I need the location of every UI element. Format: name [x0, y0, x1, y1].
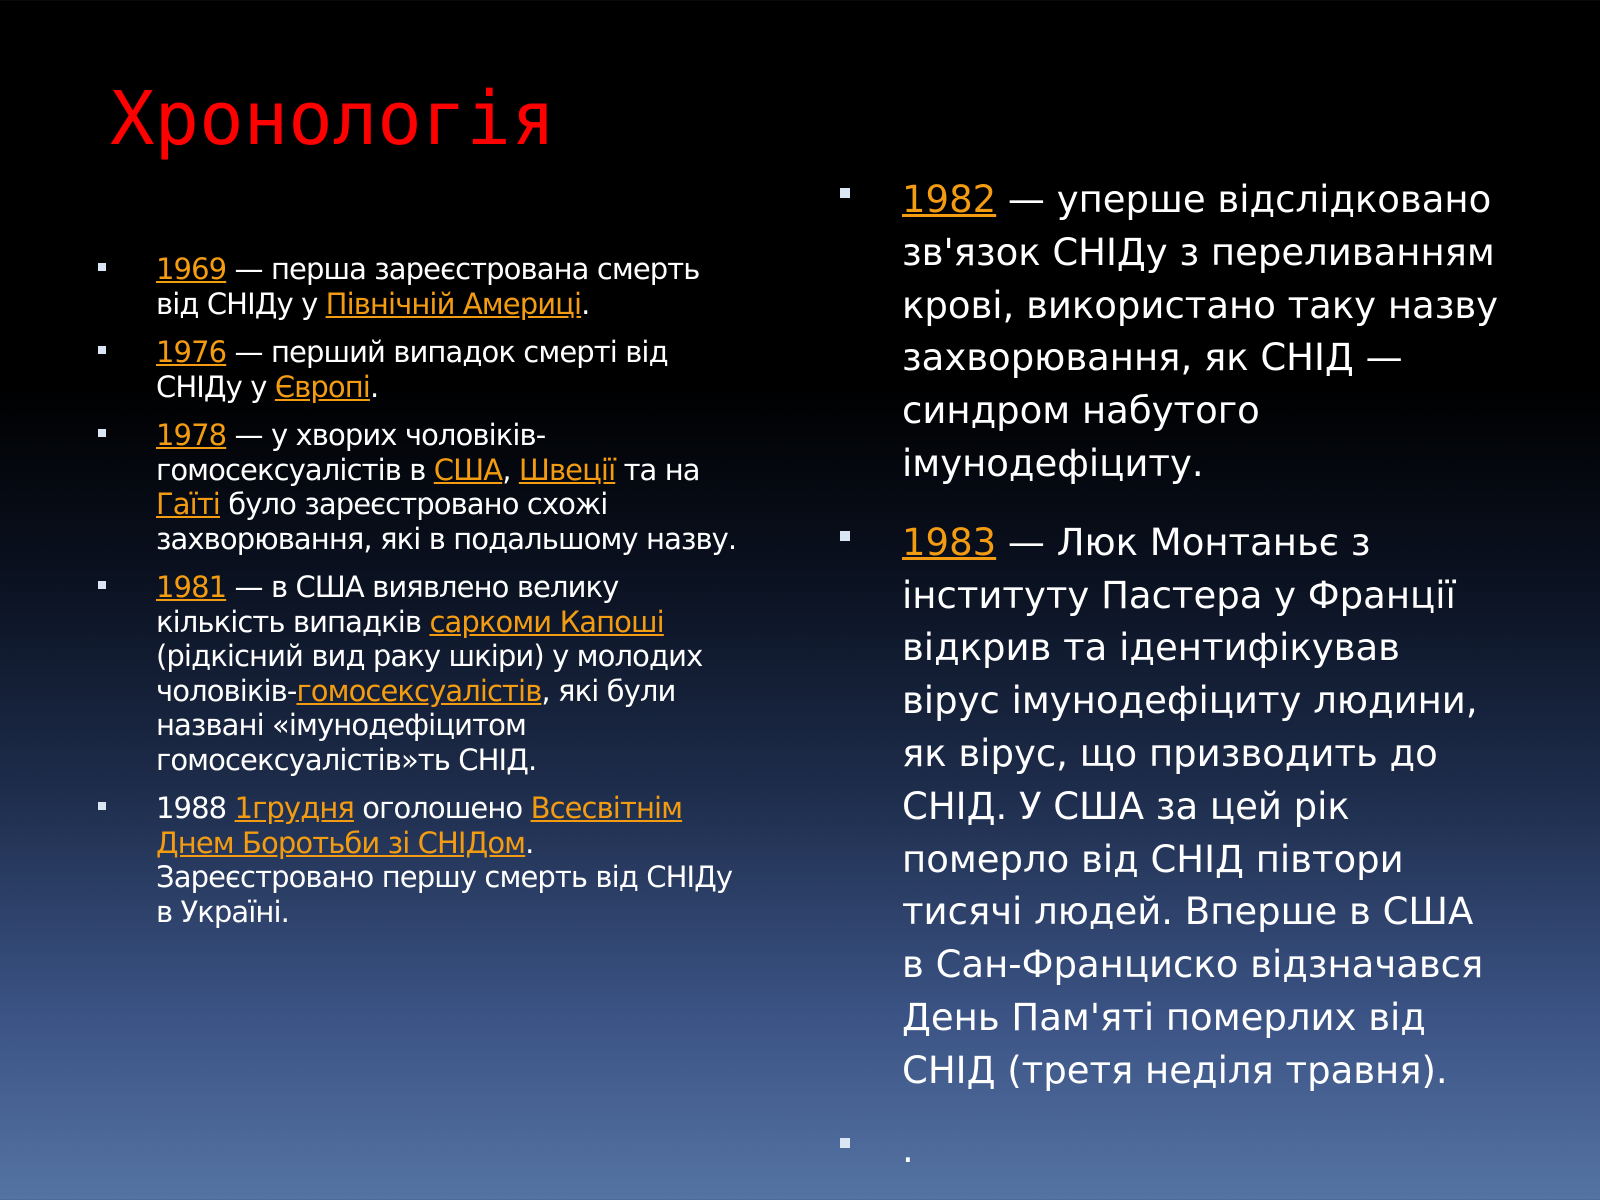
item-text: — перша зареєстрована смерть від СНІДу у: [156, 252, 700, 321]
item-text: — перший випадок смерті від СНІДу у: [156, 335, 668, 404]
square-bullet-icon: [98, 263, 106, 271]
item-text: — у хворих чоловіків-гомосексуалістів в: [156, 418, 546, 487]
timeline-list-right: [840, 174, 1500, 1200]
item-text: — в США виявлено велику кількість випадків: [156, 570, 619, 639]
link-europe[interactable]: Європі: [274, 369, 370, 404]
link-usa[interactable]: США: [433, 452, 503, 487]
link-homosexuals[interactable]: гомосексуалістів: [296, 673, 542, 708]
item-text: .: [902, 1127, 914, 1171]
item-text: (рідкісний вид раку шкіри) у молодих чоловіків-: [156, 639, 703, 708]
timeline-item-1981: [98, 570, 738, 777]
square-bullet-icon: [98, 581, 106, 589]
item-text: . Зареєстровано першу смерть від СНІДу в Україні.: [156, 825, 733, 929]
link-world-aids-day[interactable]: Всесвітнім Днем Боротьби зі СНІДом: [156, 791, 683, 860]
square-bullet-icon: [98, 802, 106, 810]
year-link-1982[interactable]: 1982: [902, 178, 997, 221]
timeline-item-empty: [840, 1124, 1500, 1177]
link-sweden[interactable]: Швеції: [518, 452, 616, 487]
timeline-list-left: [98, 252, 738, 943]
item-text: — Люк Монтаньє з інституту Пастера у Франції відкрив та ідентифікував вірус імунодефіциту людини, як вірус, що призводить до СНІД. У США за цей рік померло від СНІД півтори тисячі людей. Вперше в США в Сан-Франциско відзначався День Пам'яті померлих від СНІД (третя неділя травня).: [902, 520, 1484, 1092]
timeline-item-1969: [98, 252, 738, 321]
year-link-1976[interactable]: 1976: [156, 335, 227, 369]
square-bullet-icon: [98, 346, 106, 354]
link-december-1[interactable]: 1грудня: [234, 791, 354, 825]
item-text: .: [581, 286, 590, 321]
item-text: , які були названі «імунодефіцитом гомосексуалістів»ть СНІД.: [156, 673, 676, 777]
timeline-item-1978: [98, 418, 738, 556]
square-bullet-icon: [840, 188, 850, 198]
timeline-item-1983: [840, 517, 1500, 1098]
item-text: 1988: [156, 791, 235, 825]
link-kaposi-sarcoma[interactable]: саркоми Капоші: [429, 604, 664, 639]
square-bullet-icon: [840, 531, 850, 541]
item-text: та на: [615, 452, 700, 487]
year-link-1981[interactable]: 1981: [156, 570, 227, 604]
square-bullet-icon: [98, 429, 106, 437]
slide-title: Хронологія: [110, 76, 556, 162]
year-link-1983[interactable]: 1983: [902, 520, 997, 564]
link-north-america[interactable]: Північній Америці: [325, 286, 582, 321]
year-link-1978[interactable]: 1978: [156, 418, 227, 452]
link-haiti[interactable]: Гаїті: [156, 487, 220, 521]
year-link-1969[interactable]: 1969: [156, 252, 227, 286]
item-text: ,: [502, 452, 519, 487]
timeline-item-1988: [98, 791, 738, 929]
timeline-item-1976: [98, 335, 738, 404]
item-text: — уперше відслідковано зв'язок СНІДу з переливанням крові, використано таку назву захворювання, як СНІД — синдром набутого імунодефіциту.: [902, 178, 1499, 485]
item-text: .: [369, 369, 379, 404]
item-text: було зареєстровано схожі захворювання, які в подальшому назву.: [156, 487, 737, 556]
timeline-item-1982: [840, 174, 1500, 491]
square-bullet-icon: [840, 1138, 850, 1148]
item-text: оголошено: [353, 791, 531, 825]
